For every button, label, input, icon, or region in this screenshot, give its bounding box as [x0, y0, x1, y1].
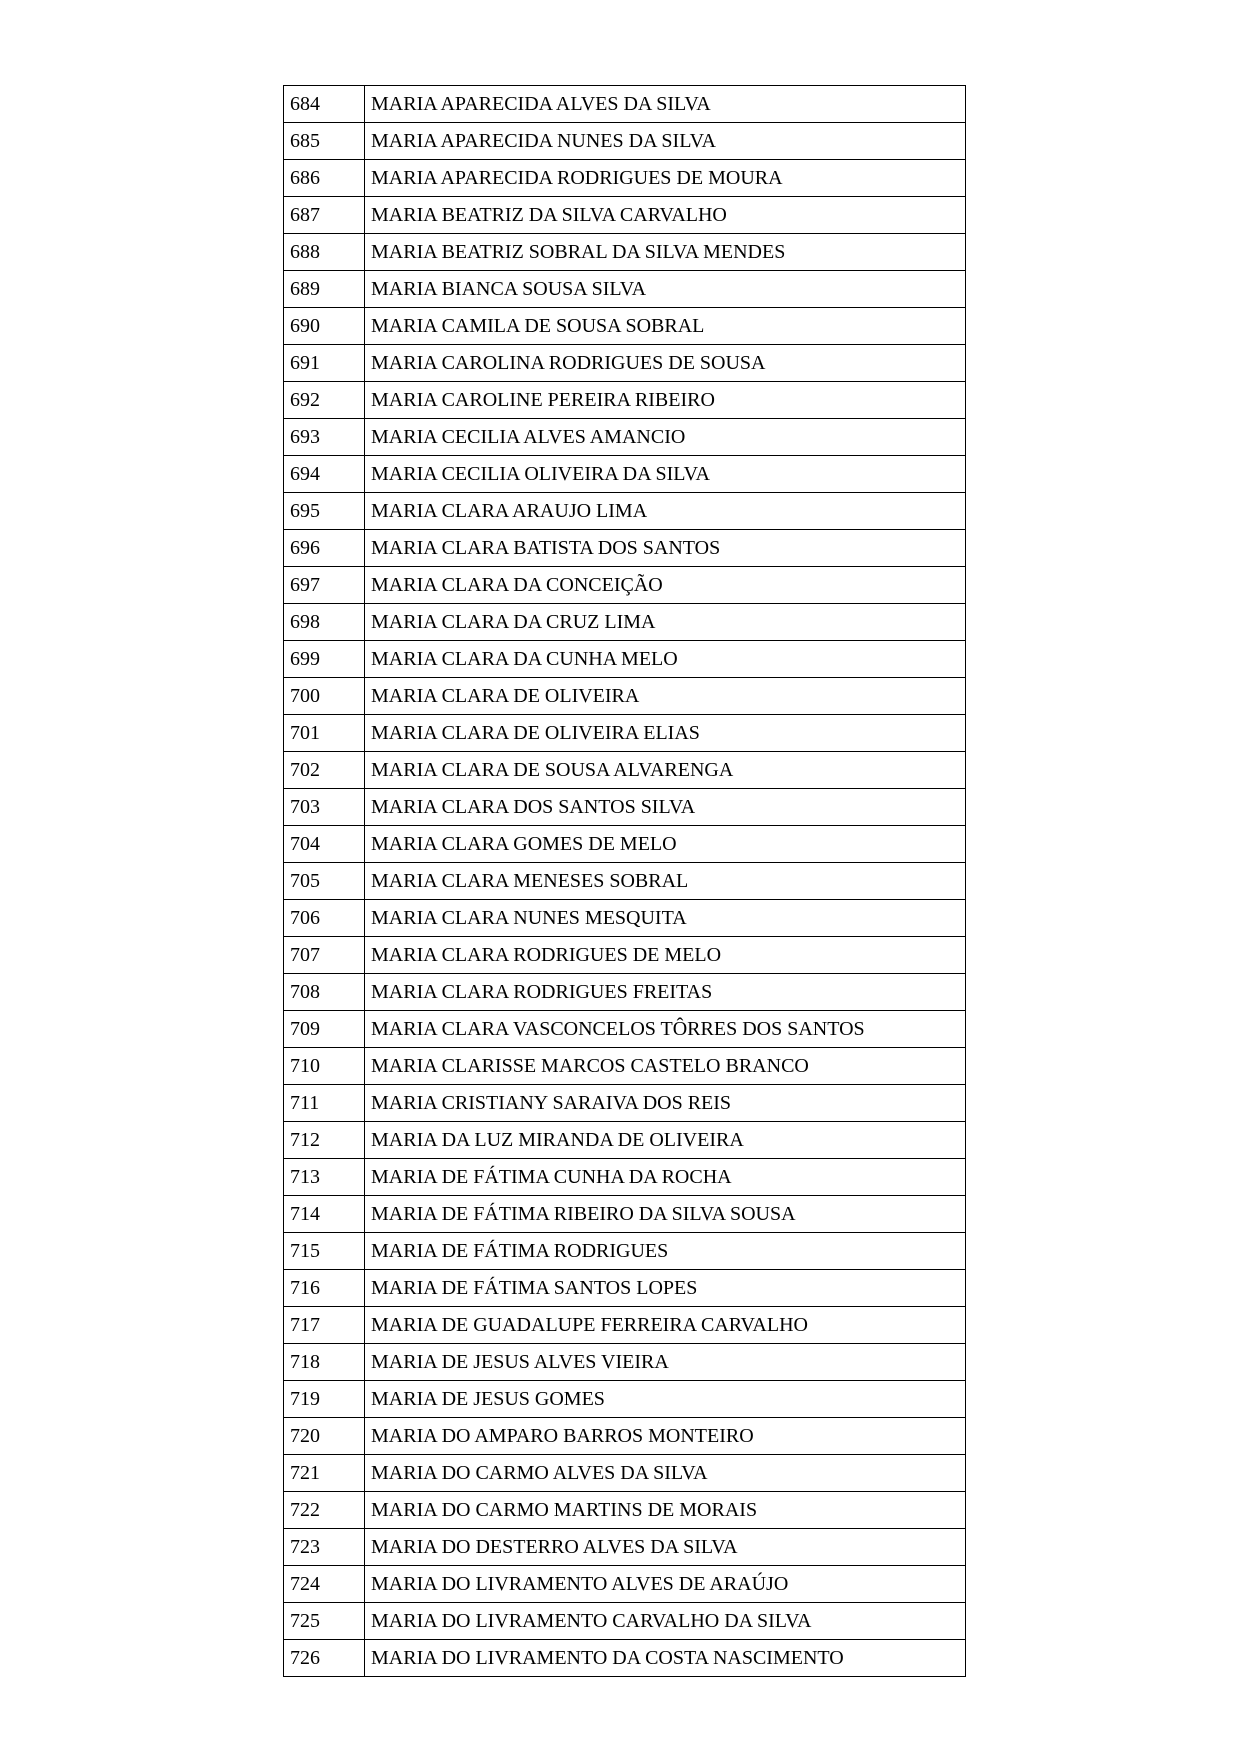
- row-number: 699: [284, 641, 365, 678]
- table-row: [284, 678, 966, 715]
- row-number: 692: [284, 382, 365, 419]
- table-row: [284, 1270, 966, 1307]
- row-number: 686: [284, 160, 365, 197]
- table-row: [284, 456, 966, 493]
- row-name: MARIA CLARA GOMES DE MELO: [365, 826, 966, 863]
- table-row: [284, 900, 966, 937]
- row-name: MARIA APARECIDA RODRIGUES DE MOURA: [365, 160, 966, 197]
- row-name: MARIA DO LIVRAMENTO DA COSTA NASCIMENTO: [365, 1640, 966, 1677]
- row-number: 716: [284, 1270, 365, 1307]
- row-number: 707: [284, 937, 365, 974]
- row-name: MARIA CLARA NUNES MESQUITA: [365, 900, 966, 937]
- row-name: MARIA BIANCA SOUSA SILVA: [365, 271, 966, 308]
- row-number: 705: [284, 863, 365, 900]
- row-number: 696: [284, 530, 365, 567]
- row-number: 714: [284, 1196, 365, 1233]
- table-row: [284, 1455, 966, 1492]
- row-name: MARIA CLARA DOS SANTOS SILVA: [365, 789, 966, 826]
- table-row: [284, 826, 966, 863]
- row-number: 712: [284, 1122, 365, 1159]
- row-name: MARIA DE FÁTIMA SANTOS LOPES: [365, 1270, 966, 1307]
- row-number: 689: [284, 271, 365, 308]
- row-name: MARIA CRISTIANY SARAIVA DOS REIS: [365, 1085, 966, 1122]
- row-name: MARIA CECILIA ALVES AMANCIO: [365, 419, 966, 456]
- row-number: 717: [284, 1307, 365, 1344]
- row-number: 693: [284, 419, 365, 456]
- table-row: [284, 160, 966, 197]
- row-number: 718: [284, 1344, 365, 1381]
- table-row: [284, 789, 966, 826]
- table-row: [284, 641, 966, 678]
- table-row: [284, 1344, 966, 1381]
- row-number: 725: [284, 1603, 365, 1640]
- row-name: MARIA CLARA ARAUJO LIMA: [365, 493, 966, 530]
- table-row: [284, 123, 966, 160]
- table-row: [284, 86, 966, 123]
- table-row: [284, 1159, 966, 1196]
- name-list-table: [283, 85, 966, 1677]
- row-number: 697: [284, 567, 365, 604]
- row-name: MARIA BEATRIZ SOBRAL DA SILVA MENDES: [365, 234, 966, 271]
- table-row: [284, 1085, 966, 1122]
- row-number: 706: [284, 900, 365, 937]
- row-number: 713: [284, 1159, 365, 1196]
- row-number: 720: [284, 1418, 365, 1455]
- table-row: [284, 382, 966, 419]
- row-name: MARIA DE FÁTIMA RIBEIRO DA SILVA SOUSA: [365, 1196, 966, 1233]
- row-name: MARIA APARECIDA NUNES DA SILVA: [365, 123, 966, 160]
- row-name: MARIA CLARA DE SOUSA ALVARENGA: [365, 752, 966, 789]
- row-name: MARIA CLARA DA CONCEIÇÃO: [365, 567, 966, 604]
- row-number: 715: [284, 1233, 365, 1270]
- row-number: 701: [284, 715, 365, 752]
- row-number: 721: [284, 1455, 365, 1492]
- row-number: 724: [284, 1566, 365, 1603]
- row-name: MARIA DO LIVRAMENTO ALVES DE ARAÚJO: [365, 1566, 966, 1603]
- table-row: [284, 974, 966, 1011]
- row-name: MARIA CLARISSE MARCOS CASTELO BRANCO: [365, 1048, 966, 1085]
- row-number: 694: [284, 456, 365, 493]
- row-number: 711: [284, 1085, 365, 1122]
- row-name: MARIA DE FÁTIMA CUNHA DA ROCHA: [365, 1159, 966, 1196]
- row-name: MARIA CLARA VASCONCELOS TÔRRES DOS SANTOS: [365, 1011, 966, 1048]
- table-row: [284, 1307, 966, 1344]
- row-name: MARIA DE JESUS GOMES: [365, 1381, 966, 1418]
- row-name: MARIA CLARA DE OLIVEIRA: [365, 678, 966, 715]
- row-name: MARIA APARECIDA ALVES DA SILVA: [365, 86, 966, 123]
- row-name: MARIA CLARA RODRIGUES FREITAS: [365, 974, 966, 1011]
- row-name: MARIA DO DESTERRO ALVES DA SILVA: [365, 1529, 966, 1566]
- row-name: MARIA BEATRIZ DA SILVA CARVALHO: [365, 197, 966, 234]
- table-row: [284, 308, 966, 345]
- table-row: [284, 715, 966, 752]
- row-name: MARIA CLARA DE OLIVEIRA ELIAS: [365, 715, 966, 752]
- table-row: [284, 419, 966, 456]
- row-number: 702: [284, 752, 365, 789]
- table-row: [284, 1381, 966, 1418]
- table-row: [284, 271, 966, 308]
- row-number: 695: [284, 493, 365, 530]
- row-name: MARIA DE GUADALUPE FERREIRA CARVALHO: [365, 1307, 966, 1344]
- row-name: MARIA CLARA RODRIGUES DE MELO: [365, 937, 966, 974]
- row-name: MARIA DA LUZ MIRANDA DE OLIVEIRA: [365, 1122, 966, 1159]
- table-row: [284, 1492, 966, 1529]
- row-number: 685: [284, 123, 365, 160]
- row-number: 690: [284, 308, 365, 345]
- table-row: [284, 1603, 966, 1640]
- name-list-body: [284, 86, 966, 1677]
- row-name: MARIA CAROLINA RODRIGUES DE SOUSA: [365, 345, 966, 382]
- row-name: MARIA CAMILA DE SOUSA SOBRAL: [365, 308, 966, 345]
- table-row: [284, 604, 966, 641]
- row-number: 709: [284, 1011, 365, 1048]
- table-row: [284, 234, 966, 271]
- row-number: 708: [284, 974, 365, 1011]
- row-number: 698: [284, 604, 365, 641]
- row-name: MARIA CLARA MENESES SOBRAL: [365, 863, 966, 900]
- table-row: [284, 530, 966, 567]
- row-number: 719: [284, 1381, 365, 1418]
- row-number: 704: [284, 826, 365, 863]
- table-row: [284, 197, 966, 234]
- table-row: [284, 567, 966, 604]
- table-row: [284, 1196, 966, 1233]
- row-name: MARIA CLARA DA CRUZ LIMA: [365, 604, 966, 641]
- table-row: [284, 863, 966, 900]
- table-row: [284, 1529, 966, 1566]
- table-row: [284, 937, 966, 974]
- row-number: 687: [284, 197, 365, 234]
- row-name: MARIA CAROLINE PEREIRA RIBEIRO: [365, 382, 966, 419]
- table-row: [284, 1566, 966, 1603]
- row-number: 691: [284, 345, 365, 382]
- row-name: MARIA DE FÁTIMA RODRIGUES: [365, 1233, 966, 1270]
- row-number: 700: [284, 678, 365, 715]
- row-name: MARIA CLARA DA CUNHA MELO: [365, 641, 966, 678]
- table-row: [284, 1011, 966, 1048]
- row-name: MARIA DO CARMO ALVES DA SILVA: [365, 1455, 966, 1492]
- table-row: [284, 1122, 966, 1159]
- row-number: 726: [284, 1640, 365, 1677]
- row-name: MARIA DE JESUS ALVES VIEIRA: [365, 1344, 966, 1381]
- table-row: [284, 1048, 966, 1085]
- row-number: 688: [284, 234, 365, 271]
- row-name: MARIA DO CARMO MARTINS DE MORAIS: [365, 1492, 966, 1529]
- table-row: [284, 1418, 966, 1455]
- row-number: 722: [284, 1492, 365, 1529]
- row-name: MARIA CECILIA OLIVEIRA DA SILVA: [365, 456, 966, 493]
- row-number: 703: [284, 789, 365, 826]
- table-row: [284, 345, 966, 382]
- row-number: 723: [284, 1529, 365, 1566]
- table-row: [284, 493, 966, 530]
- row-number: 684: [284, 86, 365, 123]
- row-name: MARIA CLARA BATISTA DOS SANTOS: [365, 530, 966, 567]
- table-row: [284, 752, 966, 789]
- row-number: 710: [284, 1048, 365, 1085]
- table-row: [284, 1233, 966, 1270]
- table-row: [284, 1640, 966, 1677]
- row-name: MARIA DO AMPARO BARROS MONTEIRO: [365, 1418, 966, 1455]
- row-name: MARIA DO LIVRAMENTO CARVALHO DA SILVA: [365, 1603, 966, 1640]
